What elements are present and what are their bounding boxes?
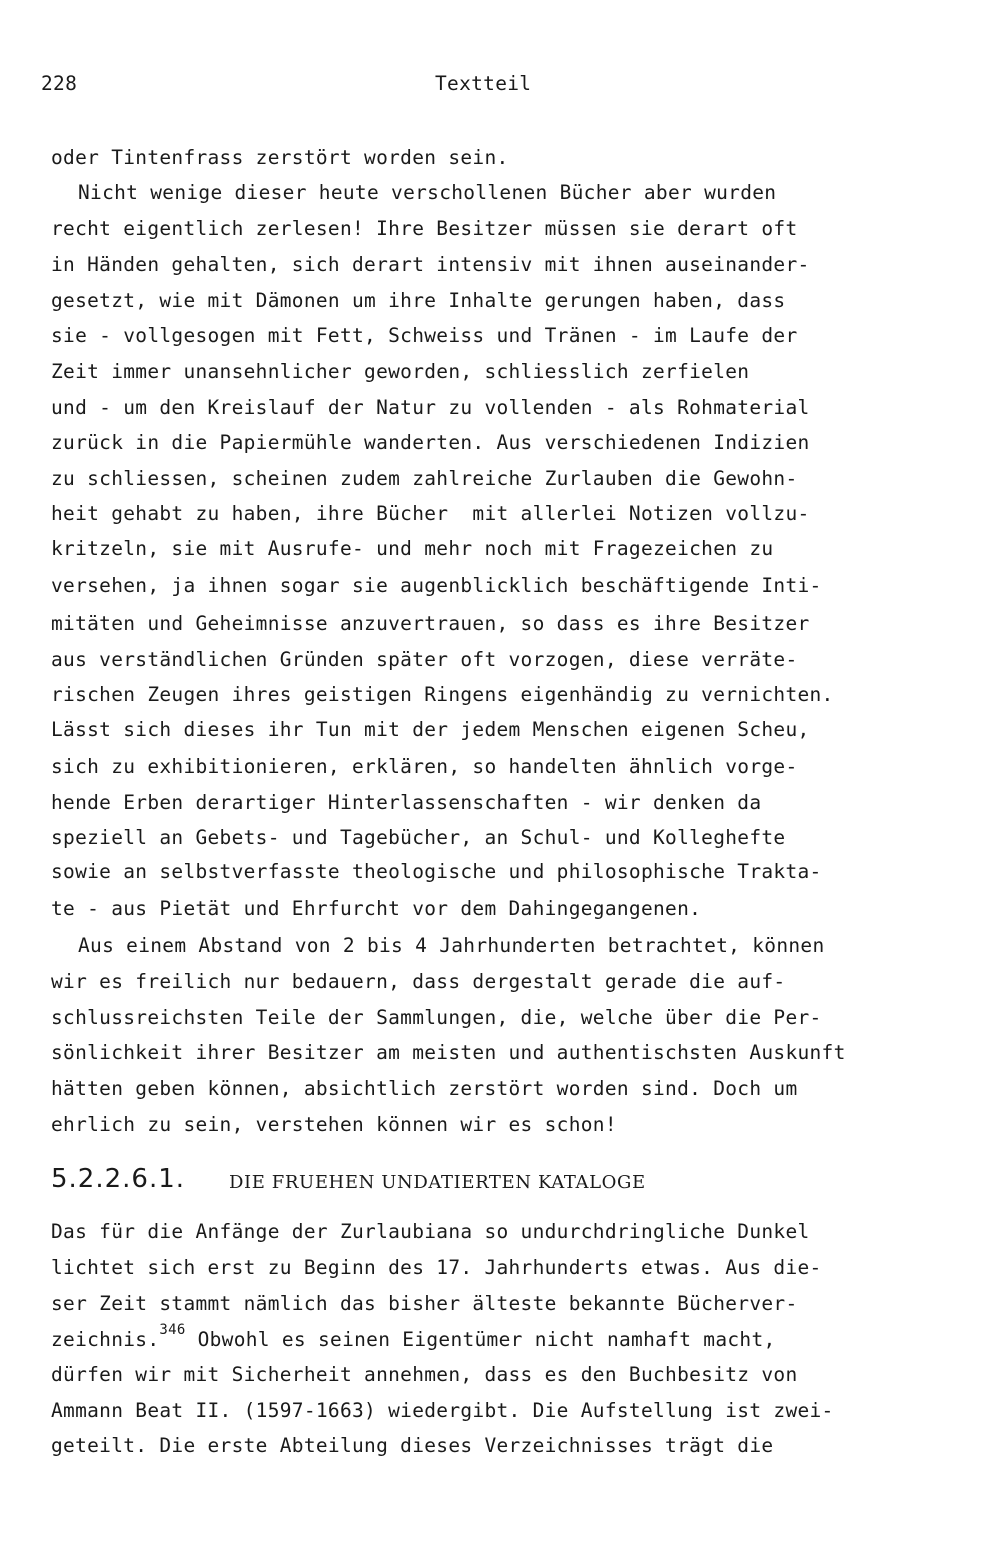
text-line: sich zu exhibitionieren, erklären, so handelten ähnlich vorge- — [51, 755, 798, 778]
text-fragment: Obwohl es seinen Eigentümer nicht namhaft macht, — [185, 1328, 776, 1351]
text-line: sönlichkeit ihrer Besitzer am meisten und authentischsten Auskunft — [51, 1041, 846, 1064]
section-number: 5.2.2.6.1. — [51, 1164, 186, 1194]
text-line: zu schliessen, scheinen zudem zahlreiche Zurlauben die Gewohn- — [51, 467, 798, 490]
running-title: Textteil — [435, 72, 532, 95]
page-number: 228 — [41, 72, 78, 95]
section-title: DIE FRUEHEN UNDATIERTEN KATALOGE — [229, 1172, 646, 1193]
section-heading — [51, 1164, 951, 1204]
text-line: mitäten und Geheimnisse anzuvertrauen, so dass es ihre Besitzer — [51, 612, 810, 635]
text-line: Aus einem Abstand von 2 bis 4 Jahrhunderten betrachtet, können — [78, 934, 825, 957]
text-line: speziell an Gebets- und Tagebücher, an Schul- und Kolleghefte — [51, 826, 786, 849]
text-line: ser Zeit stammt nämlich das bisher älteste bekannte Bücherver- — [51, 1292, 798, 1315]
text-line: sie - vollgesogen mit Fett, Schweiss und Tränen - im Laufe der — [51, 324, 798, 347]
text-line: Lässt sich dieses ihr Tun mit der jedem Menschen eigenen Scheu, — [51, 718, 810, 741]
text-line: Zeit immer unansehnlicher geworden, schliesslich zerfielen — [51, 360, 750, 383]
text-fragment: zeichnis. — [51, 1328, 160, 1351]
text-line: kritzeln, sie mit Ausrufe- und mehr noch mit Fragezeichen zu — [51, 537, 774, 560]
text-line: Nicht wenige dieser heute verschollenen Bücher aber wurden — [78, 181, 777, 204]
text-line: und - um den Kreislauf der Natur zu vollenden - als Rohmaterial — [51, 396, 810, 419]
text-line: hende Erben derartiger Hinterlassenschaften - wir denken da — [51, 791, 762, 814]
text-line: geteilt. Die erste Abteilung dieses Verzeichnisses trägt die — [51, 1434, 774, 1457]
text-line: te - aus Pietät und Ehrfurcht vor dem Dahingegangenen. — [51, 897, 702, 920]
text-line: in Händen gehalten, sich derart intensiv mit ihnen auseinander- — [51, 253, 810, 276]
text-line: gesetzt, wie mit Dämonen um ihre Inhalte gerungen haben, dass — [51, 289, 786, 312]
footnote-reference[interactable]: 346 — [159, 1322, 186, 1338]
running-head — [0, 72, 1000, 100]
text-line: rischen Zeugen ihres geistigen Ringens eigenhändig zu vernichten. — [51, 683, 834, 706]
text-line: sowie an selbstverfasste theologische und philosophische Trakta- — [51, 860, 822, 883]
text-line: Das für die Anfänge der Zurlaubiana so undurchdringliche Dunkel — [51, 1220, 810, 1243]
text-line: Ammann Beat II. (1597-1663) wiedergibt. Die Aufstellung ist zwei- — [51, 1399, 834, 1422]
text-line: versehen, ja ihnen sogar sie augenblicklich beschäftigende Inti- — [51, 574, 822, 597]
text-line: schlussreichsten Teile der Sammlungen, die, welche über die Per- — [51, 1006, 822, 1029]
text-line-with-footnote — [51, 1322, 971, 1358]
text-line: aus verständlichen Gründen später oft vorzogen, diese verräte- — [51, 648, 798, 671]
text-line: oder Tintenfrass zerstört worden sein. — [51, 146, 509, 169]
text-line: zurück in die Papiermühle wanderten. Aus verschiedenen Indizien — [51, 431, 810, 454]
text-line: ehrlich zu sein, verstehen können wir es schon! — [51, 1113, 617, 1136]
text-line: recht eigentlich zerlesen! Ihre Besitzer müssen sie derart oft — [51, 217, 798, 240]
text-line: hätten geben können, absichtlich zerstört worden sind. Doch um — [51, 1077, 798, 1100]
text-line: heit gehabt zu haben, ihre Bücher mit allerlei Notizen vollzu- — [51, 502, 810, 525]
text-line: wir es freilich nur bedauern, dass dergestalt gerade die auf- — [51, 970, 786, 993]
text-line: lichtet sich erst zu Beginn des 17. Jahrhunderts etwas. Aus die- — [51, 1256, 822, 1279]
text-line: dürfen wir mit Sicherheit annehmen, dass es den Buchbesitz von — [51, 1363, 798, 1386]
